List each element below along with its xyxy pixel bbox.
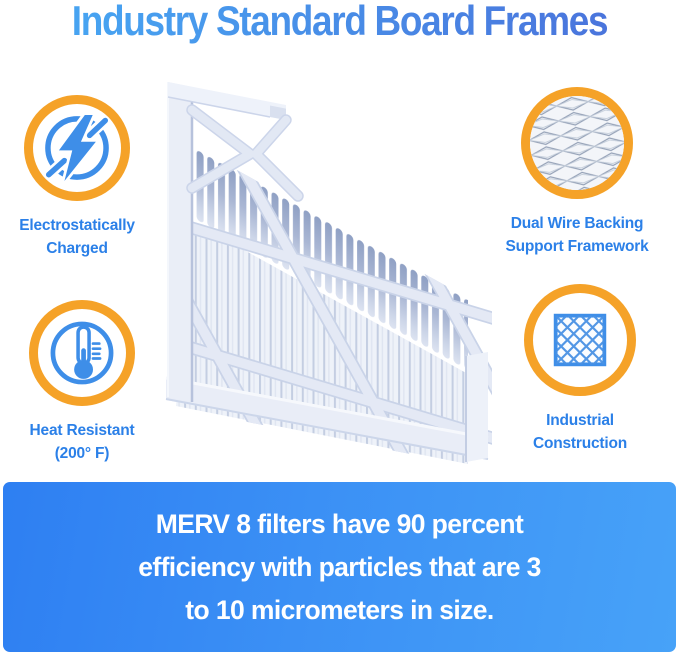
wire-mesh-glyph bbox=[530, 96, 624, 190]
page-title: Industry Standard Board Frames bbox=[41, 0, 639, 46]
thermometer-icon bbox=[29, 300, 135, 406]
banner-text-line: MERV 8 filters have 90 percent bbox=[155, 508, 524, 539]
lightning-bolt-icon bbox=[24, 95, 130, 201]
merv-info-banner bbox=[3, 482, 676, 652]
feature-label-line: Dual Wire Backing bbox=[510, 215, 644, 232]
feature-label bbox=[30, 419, 135, 465]
lightning-bolt-glyph bbox=[33, 104, 121, 192]
feature-label-line: Charged bbox=[46, 240, 108, 257]
filter-right-end-cap bbox=[466, 352, 488, 462]
feature-label-line: Electrostatically bbox=[19, 217, 135, 234]
feature-label bbox=[505, 212, 648, 258]
banner-text-line: to 10 micrometers in size. bbox=[185, 594, 494, 625]
air-filter-illustration bbox=[152, 60, 504, 472]
feature-label-line: Industrial bbox=[546, 412, 614, 429]
feature-electrostatically-charged bbox=[2, 95, 152, 260]
feature-dual-wire-backing bbox=[502, 87, 652, 258]
wire-mesh-icon bbox=[521, 87, 633, 199]
feature-label-line: (200° F) bbox=[54, 445, 110, 462]
product-image-air-filter bbox=[152, 60, 504, 472]
banner-text-line: efficiency with particles that are 3 bbox=[138, 551, 541, 582]
feature-industrial-construction bbox=[505, 284, 655, 455]
feature-label-line: Support Framework bbox=[505, 238, 649, 255]
feature-label-line: Construction bbox=[532, 435, 628, 452]
feature-label-line: Heat Resistant bbox=[29, 422, 135, 439]
diamond-grid-glyph bbox=[533, 293, 627, 387]
diamond-grid-icon bbox=[524, 284, 636, 396]
feature-label bbox=[533, 409, 627, 455]
thermometer-glyph bbox=[38, 309, 126, 397]
feature-label bbox=[19, 214, 135, 260]
banner-text bbox=[138, 503, 541, 632]
filter-left-frame bbox=[168, 82, 192, 402]
feature-heat-resistant bbox=[7, 300, 157, 465]
